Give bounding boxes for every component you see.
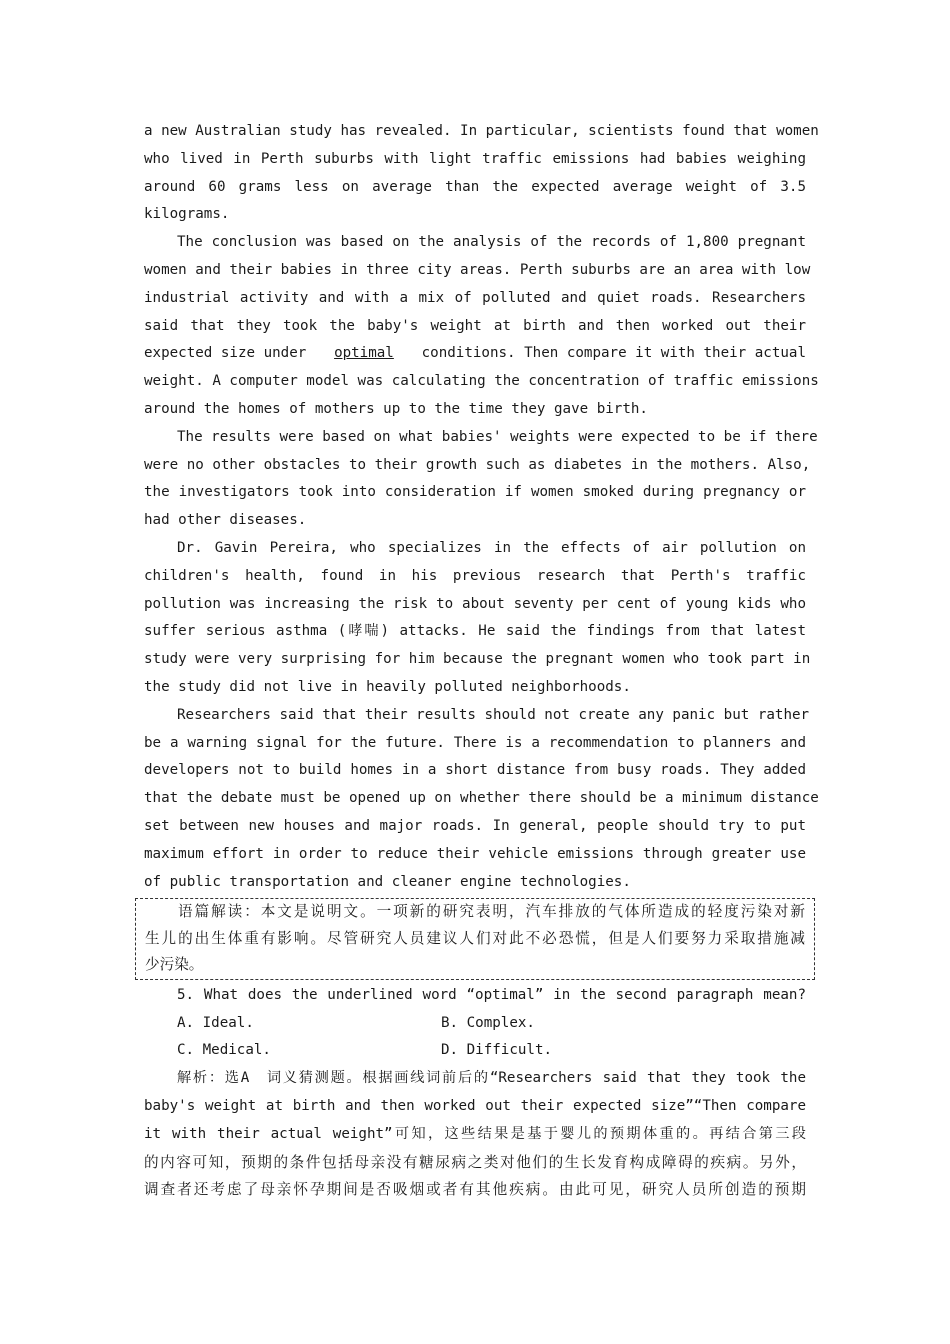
text-line: children's health, found in his previous research that Perth's traffic [144, 567, 806, 584]
option-a: A. Ideal. [177, 1014, 254, 1031]
options-row [144, 1037, 806, 1065]
interpretation-box [135, 898, 815, 980]
option-c: C. Medical. [177, 1042, 271, 1059]
box-line: 少污染。 [145, 956, 204, 974]
text-segment: expected size under [144, 345, 307, 362]
text-line: the study did not live in heavily polluted neighborhoods. [144, 678, 631, 695]
text-line: who lived in Perth suburbs with light traffic emissions had babies weighing [144, 150, 806, 167]
text-line: of public transportation and cleaner engine technologies. [144, 873, 631, 890]
paragraph-3 [144, 424, 818, 535]
text-line: around the homes of mothers up to the time they gave birth. [144, 400, 648, 417]
text-line: women and their babies in three city areas. Perth suburbs are an area with low [144, 261, 811, 278]
analysis-line: it with their actual weight”可知，这些结果是基于婴儿的预期体重的。再结合第三段 [144, 1125, 806, 1142]
analysis-line: 的内容可知，预期的条件包括母亲没有糖尿病之类对他们的生长发育构成障碍的疾病。另外， [144, 1153, 806, 1171]
question-5 [144, 982, 806, 1065]
text-line: developers not to build homes in a short distance from busy roads. They added [144, 762, 806, 779]
options-row [144, 1010, 806, 1038]
text-segment: conditions. Then compare it with their actual [421, 345, 806, 362]
text-line: suffer serious asthma (哮喘) attacks. He said the findings from that latest [144, 623, 806, 640]
analysis-line: 调查者还考虑了母亲怀孕期间是否吸烟或者有其他疾病。由此可见，研究人员所创造的预期 [144, 1181, 806, 1199]
document-page [144, 118, 819, 1204]
text-line: kilograms. [144, 206, 230, 223]
paragraph-2 [144, 229, 819, 424]
option-b: B. Complex. [441, 1014, 535, 1031]
text-line: Dr. Gavin Pereira, who specializes in the effects of air pollution on [177, 539, 806, 556]
text-line: weight. A computer model was calculating the concentration of traffic emissions [144, 373, 819, 390]
box-line: 生儿的出生体重有影响。尽管研究人员建议人们对此不必恐慌，但是人们要努力采取措施减 [145, 929, 805, 947]
text-line: The conclusion was based on the analysis of the records of 1,800 pregnant [177, 234, 806, 251]
analysis [144, 1065, 806, 1204]
text-line: a new Australian study has revealed. In particular, scientists found that women [144, 123, 819, 139]
text-line: were no other obstacles to their growth such as diabetes in the mothers. Also, [144, 456, 811, 473]
paragraph-5 [144, 702, 819, 897]
text-line: maximum effort in order to reduce their vehicle emissions through greater use [144, 845, 806, 862]
text-line: be a warning signal for the future. There is a recommendation to planners and [144, 734, 806, 751]
underlined-word: optimal [334, 345, 394, 362]
text-line-with-underline [144, 340, 806, 368]
text-line: Researchers said that their results should not create any panic but rather [177, 706, 810, 723]
text-line: around 60 grams less on average than the expected average weight of 3.5 [144, 178, 806, 195]
text-line: said that they took the baby's weight at birth and then worked out their [144, 317, 806, 334]
question-stem: 5. What does the underlined word “optimal” in the second paragraph mean? [177, 986, 806, 1003]
text-line: had other diseases. [144, 512, 307, 529]
text-line: that the debate must be opened up on whether there should be a minimum distance [144, 790, 819, 807]
text-line: the investigators took into consideration if women smoked during pregnancy or [144, 484, 806, 501]
text-line: The results were based on what babies' weights were expected to be if there [177, 428, 818, 445]
paragraph-4 [144, 535, 811, 702]
analysis-line: 解析：选A 词义猜测题。根据画线词前后的“Researchers said that they took the [177, 1070, 806, 1087]
text-line: set between new houses and major roads. In general, people should try to put [144, 817, 806, 834]
paragraph-1 [144, 118, 819, 229]
analysis-line: baby's weight at birth and then worked out their expected size”“Then compare [144, 1098, 806, 1114]
option-d: D. Difficult. [441, 1042, 553, 1059]
text-line: study were very surprising for him because the pregnant women who took part in [144, 651, 811, 668]
box-line: 语篇解读：本文是说明文。一项新的研究表明，汽车排放的气体所造成的轻度污染对新 [178, 903, 805, 921]
text-line: industrial activity and with a mix of polluted and quiet roads. Researchers [144, 289, 806, 306]
text-line: pollution was increasing the risk to about seventy per cent of young kids who [144, 595, 806, 612]
